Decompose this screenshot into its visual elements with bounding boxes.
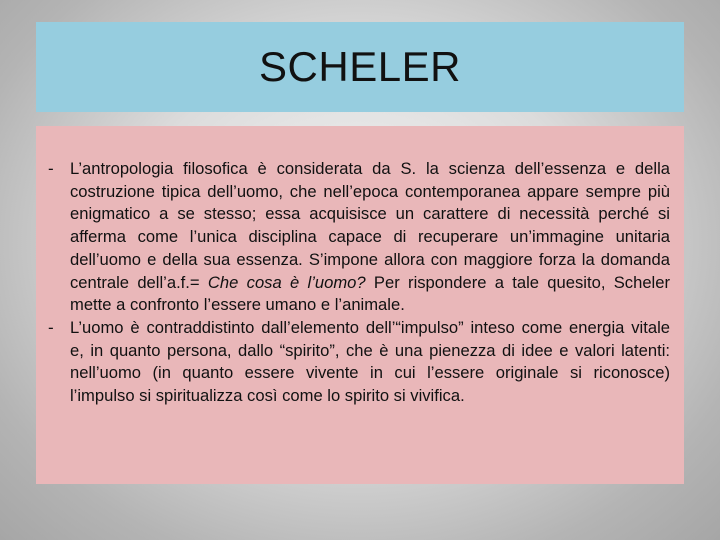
bullet-text-part: L’antropologia filosofica è considerata da S. la scienza dell’essenza e della costruzione tipica dell’uomo, che nell’epoca contemporanea appare sempre più enigmatico a se stesso; essa acquisisce un carattere di necessità perché si afferma come l’unica disciplina capace di recuperare un’immagine unitaria dell’uomo e della sua essenza. S’impone allora con maggiore forza la domanda centrale dell’a.f.= [70, 159, 670, 292]
slide-title: SCHELER [259, 43, 461, 90]
italic-question: Che cosa è l’uomo? [207, 272, 366, 292]
bullet-marker: - [48, 317, 54, 337]
bullet-text: L’uomo è contraddistinto dall’elemento dell’“impulso” inteso come energia vitale e, in quanto persona, dallo “spirito”, che è una pienezza di idee e valori latenti: nell’uomo (in quanto essere vivente in cui l’essere originale si riconosce) l’impulso si spiritualizza così come lo spirito si vivifica. [70, 317, 670, 406]
bullet-text [70, 158, 670, 317]
content-box [36, 126, 684, 484]
bullet-marker: - [48, 159, 54, 178]
title-box [36, 22, 684, 112]
bullet-item [48, 317, 670, 408]
bullet-text-part: Per rispondere a tale quesito, Scheler mette a confronto l’essere umano e l’animale. [70, 272, 670, 315]
bullet-item [48, 158, 670, 317]
